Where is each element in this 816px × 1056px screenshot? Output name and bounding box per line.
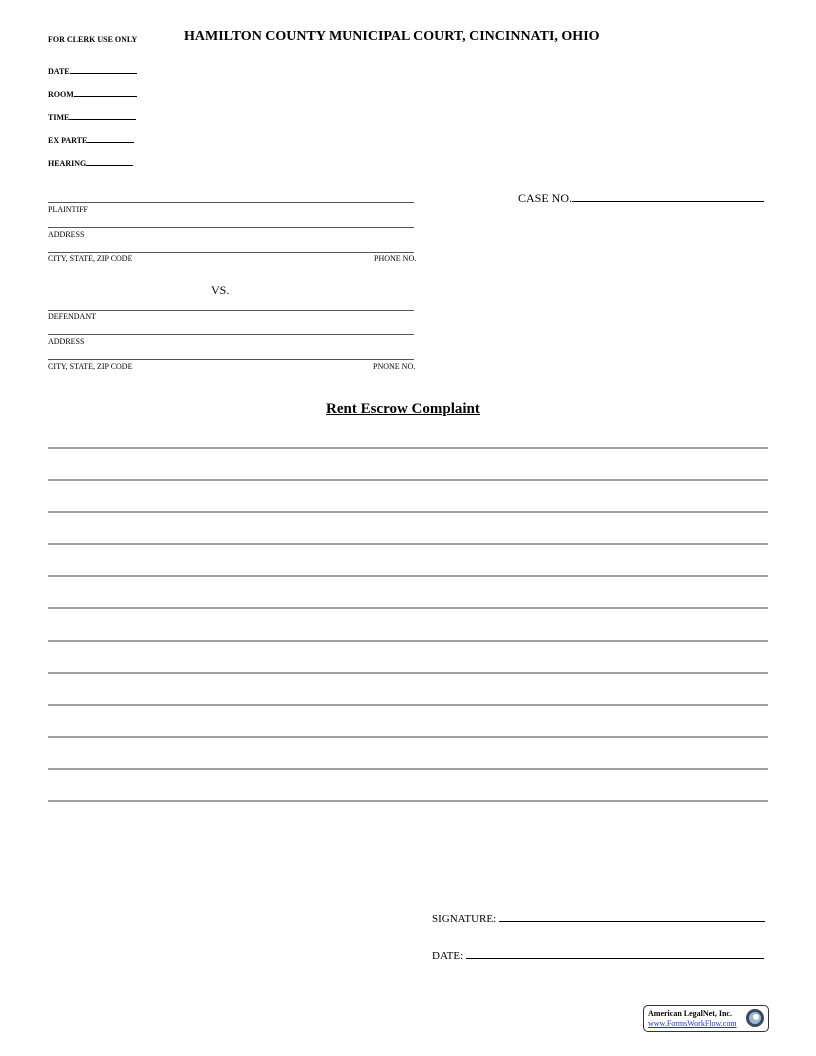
complaint-line[interactable] (48, 704, 768, 706)
plaintiff-city-label: CITY, STATE, ZIP CODE (48, 254, 133, 263)
defendant-label: DEFENDANT (48, 312, 96, 321)
court-title: HAMILTON COUNTY MUNICIPAL COURT, CINCINNATI, OHIO (184, 29, 600, 44)
complaint-line[interactable] (48, 672, 768, 674)
plaintiff-line[interactable] (48, 202, 414, 203)
clerk-field-room[interactable]: ROOM (48, 88, 137, 99)
defendant-phone-label: PNONE NO. (373, 362, 416, 371)
complaint-line[interactable] (48, 447, 768, 449)
form-title: Rent Escrow Complaint (326, 401, 480, 417)
plaintiff-address-line[interactable] (48, 227, 414, 228)
complaint-line[interactable] (48, 736, 768, 738)
signature-field[interactable]: SIGNATURE: (432, 912, 765, 925)
complaint-line[interactable] (48, 800, 768, 802)
complaint-line[interactable] (48, 511, 768, 513)
complaint-line[interactable] (48, 768, 768, 770)
clerk-use-label: FOR CLERK USE ONLY (48, 35, 138, 44)
defendant-city-line[interactable] (48, 359, 414, 360)
plaintiff-city-line[interactable] (48, 252, 414, 253)
date-field[interactable]: DATE: (432, 949, 764, 962)
plaintiff-phone-label: PHONE NO. (374, 254, 417, 263)
clerk-field-hearing[interactable]: HEARING (48, 157, 133, 168)
complaint-line[interactable] (48, 543, 768, 545)
globe-icon (745, 1008, 765, 1028)
defendant-address-label: ADDRESS (48, 337, 85, 346)
defendant-address-line[interactable] (48, 334, 414, 335)
case-number-field[interactable]: CASE NO. (518, 191, 764, 206)
defendant-line[interactable] (48, 310, 414, 311)
complaint-line[interactable] (48, 607, 768, 609)
clerk-field-ex-parte[interactable]: EX PARTE (48, 134, 134, 145)
clerk-field-date[interactable]: DATE (48, 65, 137, 76)
clerk-field-time[interactable]: TIME (48, 111, 136, 122)
american-legalnet-logo[interactable] (643, 1005, 769, 1032)
logo-url[interactable]: www.FormsWorkFlow.com (648, 1019, 737, 1028)
complaint-line[interactable] (48, 479, 768, 481)
complaint-line[interactable] (48, 575, 768, 577)
plaintiff-address-label: ADDRESS (48, 230, 85, 239)
plaintiff-label: PLAINTIFF (48, 205, 89, 214)
defendant-city-label: CITY, STATE, ZIP CODE (48, 362, 133, 371)
vs-label: VS. (211, 283, 230, 297)
logo-company: American LegalNet, Inc. (648, 1009, 732, 1018)
complaint-line[interactable] (48, 640, 768, 642)
